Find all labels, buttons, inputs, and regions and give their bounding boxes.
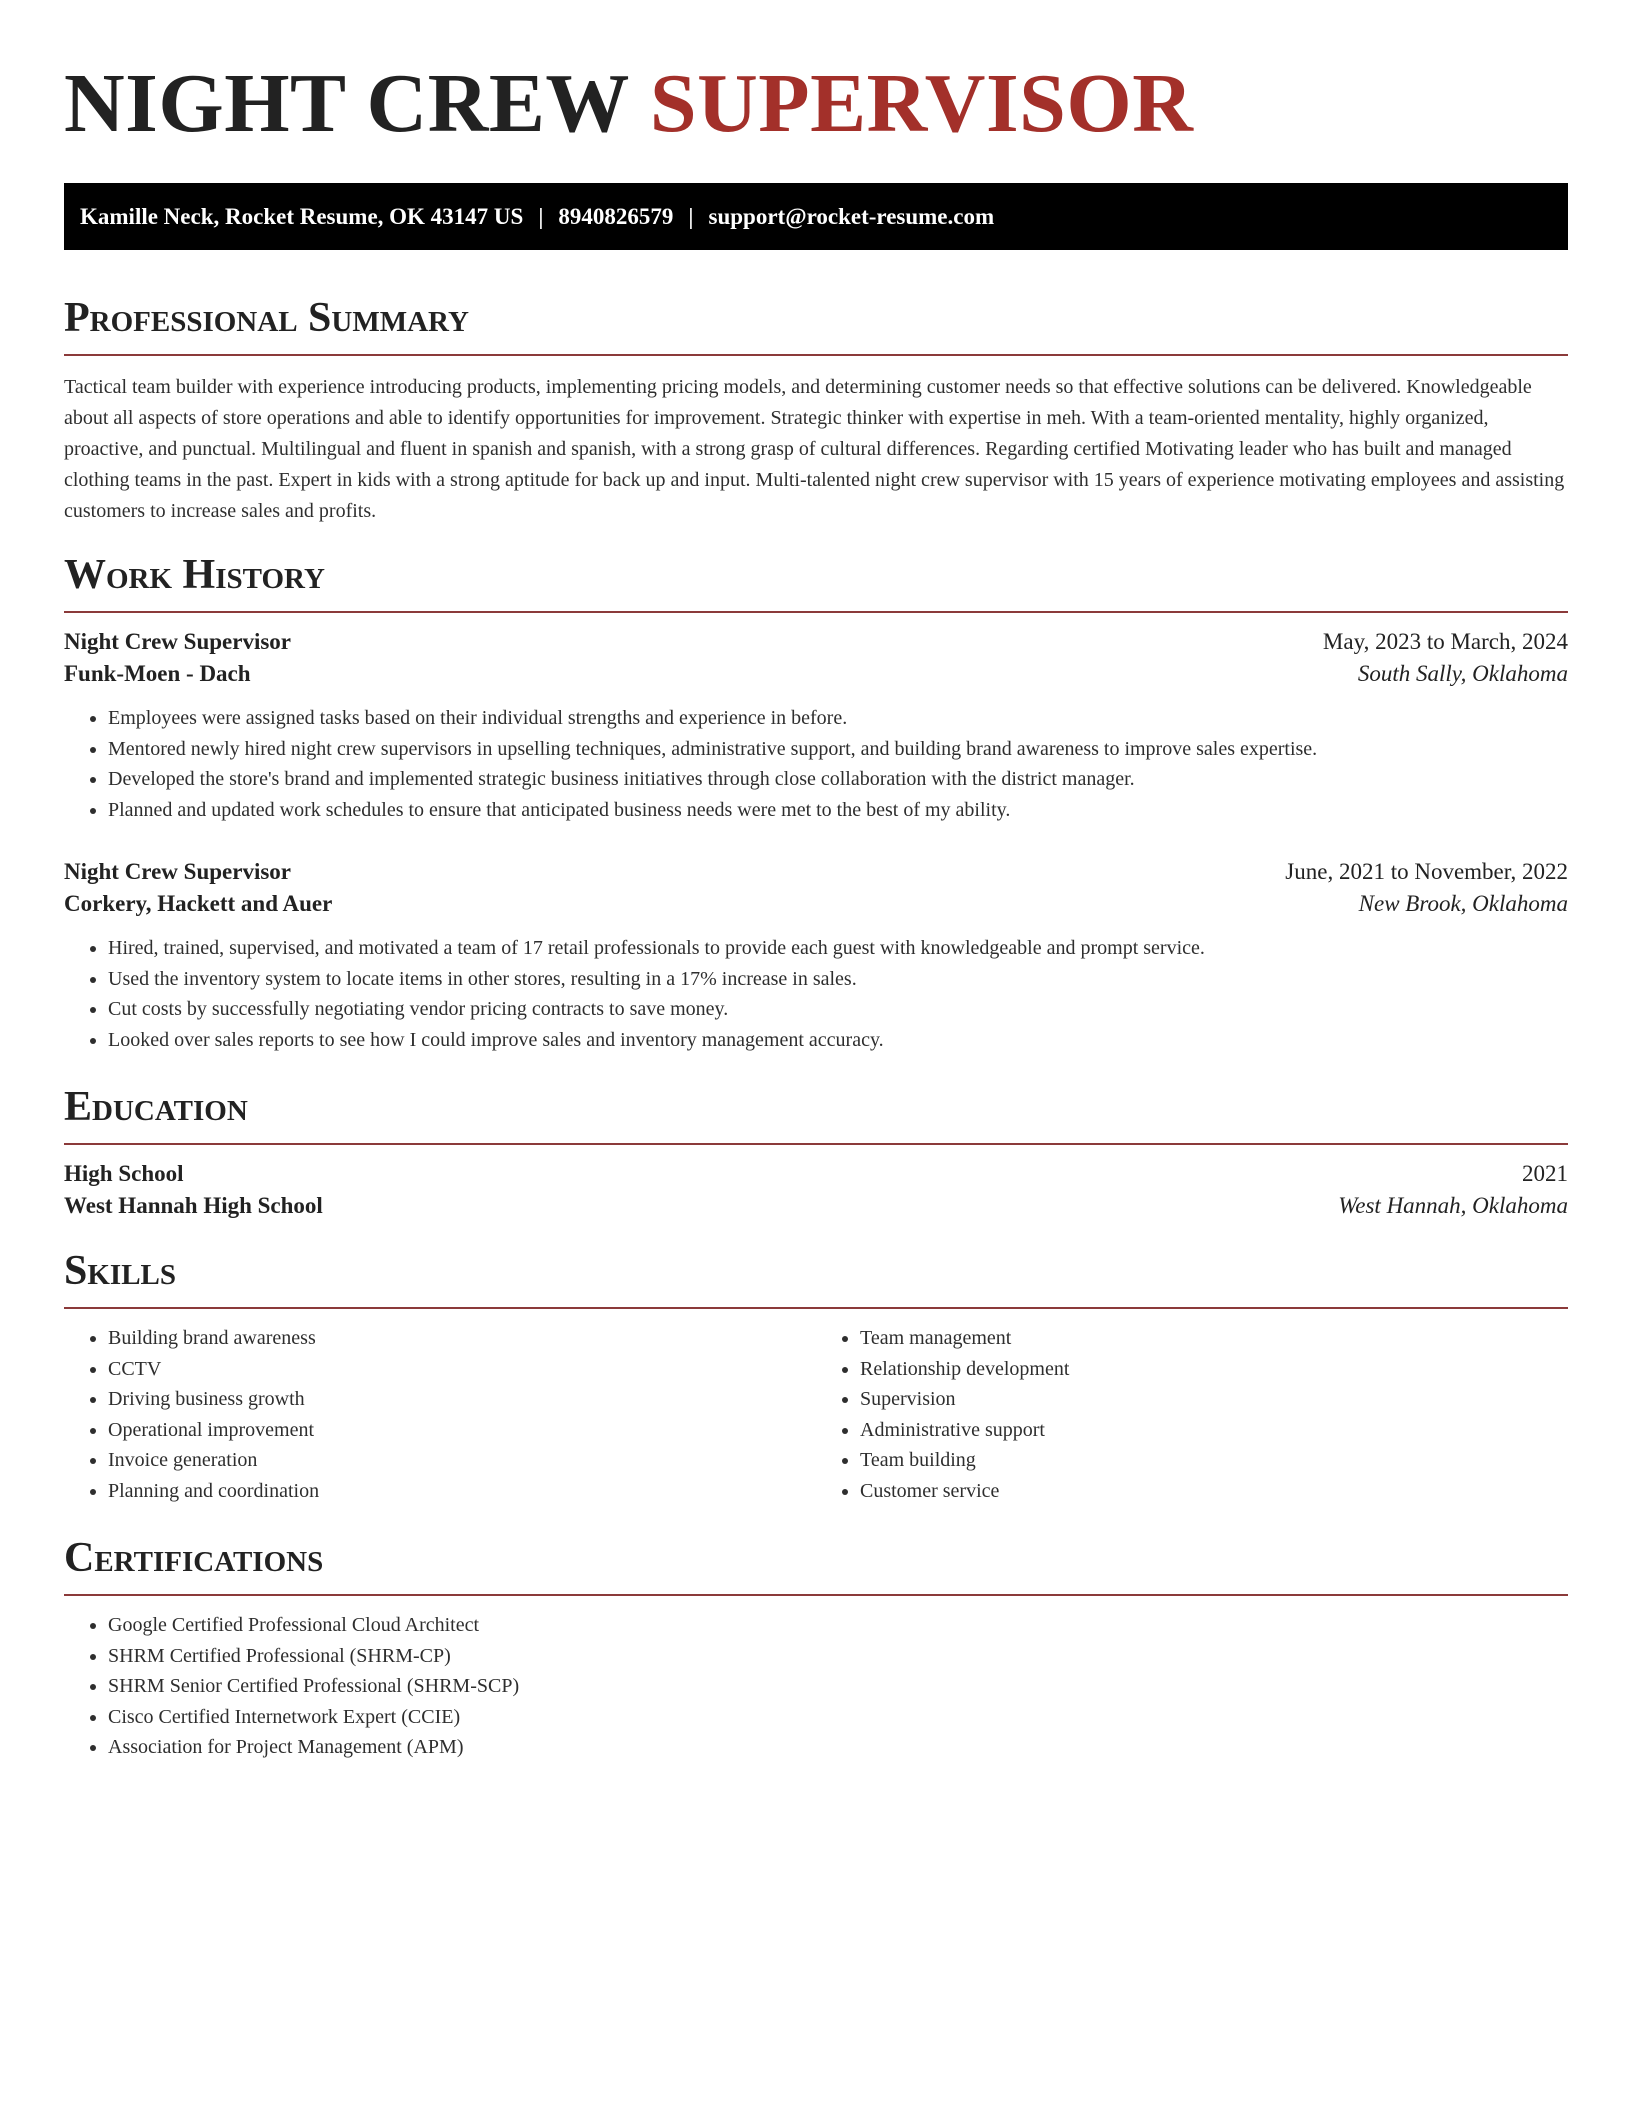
job-location: South Sally, Oklahoma bbox=[1357, 661, 1568, 686]
section-divider bbox=[64, 1143, 1568, 1145]
skill-item: • Planning and coordination bbox=[108, 1476, 816, 1507]
job-dates: May, 2023 to March, 2024 bbox=[1322, 629, 1568, 654]
list-item: • Used the inventory system to locate items in other stores, resulting in a 17% increase in sales. bbox=[108, 964, 1568, 995]
section-divider bbox=[64, 1307, 1568, 1309]
title-primary: NIGHT CREW bbox=[64, 57, 629, 150]
skill-item: • Building brand awareness bbox=[108, 1323, 816, 1354]
job-header-row bbox=[64, 629, 1568, 655]
summary-text: Tactical team builder with experience introducing products, implementing pricing models, and determining customer needs so that effective solutions can be delivered. Knowledgeable about all aspects of store operations and able to identify opportunities for improvement. Strategic thinker with expertise in meh. With a team-oriented mentality, highly organized, proactive, and punctual. Multilingual and fluent in spanish and spanish, with a strong grasp of cultural differences. Regarding certified Motivating leader who has built and managed clothing teams in the past. Expert in kids with a strong aptitude for back up and input. Multi-talented night crew supervisor with 15 years of experience motivating employees and assisting customers to increase sales and profits. bbox=[64, 376, 1565, 522]
job-title: Night Crew Supervisor bbox=[64, 629, 292, 654]
skill-item: • Team management bbox=[860, 1323, 1568, 1354]
section-divider bbox=[64, 354, 1568, 356]
contact-separator: | bbox=[688, 203, 694, 229]
certifications-list bbox=[64, 1610, 1568, 1763]
job-dates: June, 2021 to November, 2022 bbox=[1285, 859, 1568, 884]
education-school-row bbox=[64, 1193, 1568, 1219]
resume-title bbox=[64, 0, 1568, 156]
list-item: • Looked over sales reports to see how I could improve sales and inventory management accuracy. bbox=[108, 1025, 1568, 1056]
section-heading: Certifications bbox=[64, 1535, 324, 1581]
section-heading: Professional Summary bbox=[64, 295, 469, 341]
certification-item: • Cisco Certified Internetwork Expert (CCIE) bbox=[108, 1702, 1568, 1733]
contact-email: support@rocket-resume.com bbox=[708, 203, 995, 229]
job-bullets bbox=[64, 703, 1568, 825]
skill-item: • Supervision bbox=[860, 1384, 1568, 1415]
skill-item: • CCTV bbox=[108, 1354, 816, 1385]
job-company-row bbox=[64, 661, 1568, 687]
work-history-section bbox=[64, 549, 1568, 1055]
certification-item: • SHRM Senior Certified Professional (SHRM-SCP) bbox=[108, 1671, 1568, 1702]
skills-columns bbox=[64, 1323, 1568, 1506]
education-location: West Hannah, Oklahoma bbox=[1338, 1193, 1568, 1218]
skill-item: • Driving business growth bbox=[108, 1384, 816, 1415]
certification-item: • Google Certified Professional Cloud Architect bbox=[108, 1610, 1568, 1641]
skills-section bbox=[64, 1245, 1568, 1506]
certification-item: • Association for Project Management (APM) bbox=[108, 1732, 1568, 1763]
summary-section bbox=[64, 292, 1568, 527]
certifications-section bbox=[64, 1532, 1568, 1763]
section-divider bbox=[64, 1594, 1568, 1596]
education-header-row bbox=[64, 1161, 1568, 1187]
job-title: Night Crew Supervisor bbox=[64, 859, 292, 884]
section-divider bbox=[64, 611, 1568, 613]
skills-list-right bbox=[816, 1323, 1568, 1506]
section-heading: Work History bbox=[64, 552, 325, 598]
job-header-row bbox=[64, 859, 1568, 885]
list-item: • Employees were assigned tasks based on their individual strengths and experience in before. bbox=[108, 703, 1568, 734]
contact-phone: 8940826579 bbox=[558, 203, 674, 229]
contact-separator: | bbox=[538, 203, 544, 229]
education-school: West Hannah High School bbox=[64, 1193, 323, 1218]
education-section bbox=[64, 1081, 1568, 1219]
list-item: • Planned and updated work schedules to ensure that anticipated business needs were met to the best of my ability. bbox=[108, 795, 1568, 826]
job-company: Funk-Moen - Dach bbox=[64, 661, 251, 686]
job-entry bbox=[64, 629, 1568, 825]
job-company: Corkery, Hackett and Auer bbox=[64, 891, 333, 916]
title-accent: SUPERVISOR bbox=[649, 57, 1194, 150]
skills-list-left bbox=[64, 1323, 816, 1506]
section-heading: Education bbox=[64, 1084, 248, 1130]
skill-item: • Team building bbox=[860, 1445, 1568, 1476]
skill-item: • Administrative support bbox=[860, 1415, 1568, 1446]
job-location: New Brook, Oklahoma bbox=[1358, 891, 1568, 916]
skill-item: • Operational improvement bbox=[108, 1415, 816, 1446]
section-heading: Skills bbox=[64, 1248, 177, 1294]
education-year: 2021 bbox=[1522, 1161, 1568, 1186]
job-bullets bbox=[64, 933, 1568, 1055]
certification-item: • SHRM Certified Professional (SHRM-CP) bbox=[108, 1641, 1568, 1672]
list-item: • Developed the store's brand and implemented strategic business initiatives through close collaboration with the district manager. bbox=[108, 764, 1568, 795]
job-company-row bbox=[64, 891, 1568, 917]
contact-bar bbox=[64, 183, 1568, 250]
contact-address: Kamille Neck, Rocket Resume, OK 43147 US bbox=[80, 203, 524, 229]
education-degree: High School bbox=[64, 1161, 184, 1186]
skill-item: • Relationship development bbox=[860, 1354, 1568, 1385]
job-entry bbox=[64, 859, 1568, 1055]
list-item: • Hired, trained, supervised, and motivated a team of 17 retail professionals to provide each guest with knowledgeable and prompt service. bbox=[108, 933, 1568, 964]
skill-item: • Invoice generation bbox=[108, 1445, 816, 1476]
skill-item: • Customer service bbox=[860, 1476, 1568, 1507]
list-item: • Cut costs by successfully negotiating vendor pricing contracts to save money. bbox=[108, 994, 1568, 1025]
list-item: • Mentored newly hired night crew supervisors in upselling techniques, administrative support, and building brand awareness to improve sales expertise. bbox=[108, 734, 1568, 765]
